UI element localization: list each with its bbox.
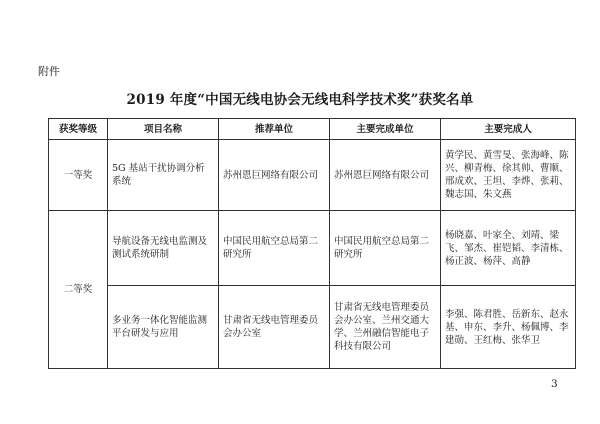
header-recommending-unit: 推荐单位 [219,119,330,140]
table-row [49,286,576,369]
header-project-name: 项目名称 [108,119,219,140]
table-row [49,211,576,286]
project-name-cell: 导航设备无线电监测及测试系统研制 [108,211,219,286]
table-header-row [49,119,576,140]
recommending-unit-cell: 甘肃省无线电管理委员会办公室 [219,286,330,369]
project-name-cell: 5G 基站干扰协调分析系统 [108,140,219,211]
main-people-cell: 李强、陈君胜、岳新东、赵永基、申东、李升、杨佩博、李建勋、王红梅、张华卫 [441,286,576,369]
main-units-cell: 甘肃省无线电管理委员会办公室、兰州交通大学、兰州融信智能电子科技有限公司 [330,286,441,369]
award-level-cell: 二等奖 [49,211,108,369]
main-people-cell: 杨晓嘉、叶家全、刘靖、梁飞、邹杰、崔铠韬、李清栋、杨正波、杨萍、高静 [441,211,576,286]
main-people-cell: 黄学民、黄雪旻、张海峰、陈兴、柳青梅、徐其帅、曹顺、邢成欢、王坦、李烨、张莉、魏志国、朱文燕 [441,140,576,211]
project-name-cell: 多业务一体化智能监测平台研发与应用 [108,286,219,369]
recommending-unit-cell: 中国民用航空总局第二研究所 [219,211,330,286]
awards-table [48,118,576,369]
header-main-completing-people: 主要完成人 [441,119,576,140]
document-title: 2019 年度“中国无线电协会无线电科学技术奖”获奖名单 [126,92,474,108]
attachment-label: 附件 [38,65,60,78]
header-main-completing-units: 主要完成单位 [330,119,441,140]
main-units-cell: 中国民用航空总局第二研究所 [330,211,441,286]
main-units-cell: 苏州恩巨网络有限公司 [330,140,441,211]
recommending-unit-cell: 苏州恩巨网络有限公司 [219,140,330,211]
table-row [49,140,576,211]
page-number: 3 [551,378,558,390]
award-level-cell: 一等奖 [49,140,108,211]
header-award-level: 获奖等级 [49,119,108,140]
